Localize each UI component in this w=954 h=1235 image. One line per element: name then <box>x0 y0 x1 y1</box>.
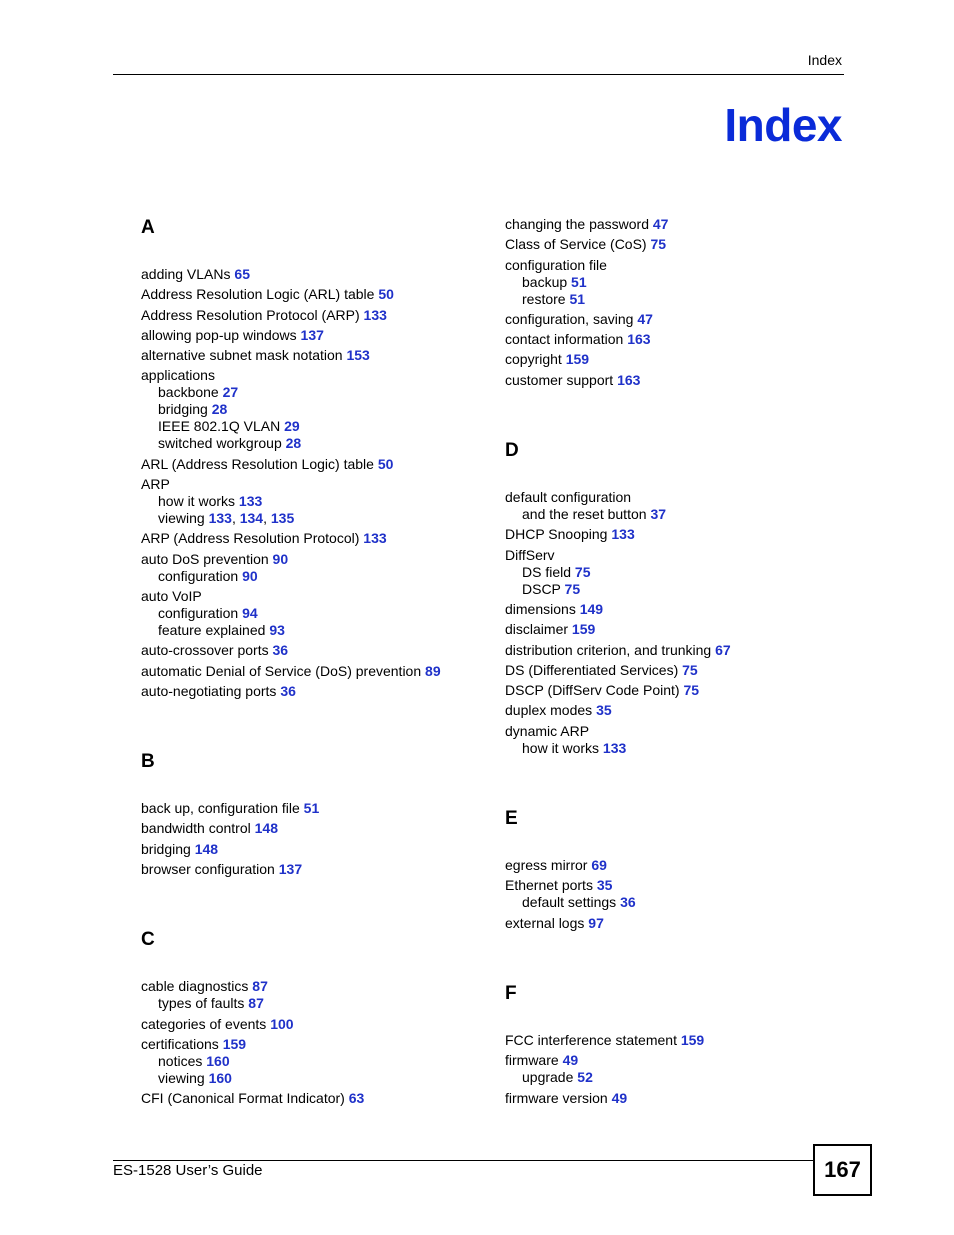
page-link[interactable]: 159 <box>222 1035 247 1052</box>
section-gap <box>505 760 850 807</box>
index-entry-line <box>505 1032 850 1049</box>
index-entry <box>505 682 850 699</box>
index-term: firmware <box>505 1052 559 1069</box>
section-letter-f: F <box>505 982 517 1004</box>
index-subentry <box>141 622 486 639</box>
index-term: bridging <box>141 840 191 857</box>
index-entry-line <box>505 236 850 253</box>
index-entry-line <box>141 820 486 837</box>
index-entry <box>141 551 486 585</box>
page-link[interactable]: 133 <box>363 530 387 547</box>
index-subentry <box>505 564 850 581</box>
index-entry <box>505 1052 850 1086</box>
index-term: customer support <box>505 371 614 388</box>
section-spacer <box>505 463 850 489</box>
index-entry-line <box>141 327 486 344</box>
index-subentry <box>505 506 850 523</box>
index-entry-line <box>505 311 850 328</box>
index-entry-line <box>505 257 850 274</box>
index-entry <box>141 683 486 700</box>
index-term: CFI (Canonical Format Indicator) <box>141 1090 345 1107</box>
index-term: default configuration <box>505 489 632 506</box>
index-entry <box>141 1036 486 1087</box>
index-term: distribution criterion, and trunking <box>505 641 712 658</box>
index-entry <box>505 1032 850 1049</box>
index-entry <box>505 526 850 543</box>
index-entry-line <box>141 307 486 324</box>
index-entry-line <box>505 1052 850 1069</box>
index-subentry <box>505 1069 850 1086</box>
index-term: Ethernet ports <box>505 877 593 894</box>
index-term: ARL (Address Resolution Logic) table <box>141 455 374 472</box>
page-link[interactable]: 37 <box>650 506 667 523</box>
page-link[interactable]: 35 <box>596 877 613 894</box>
index-entry-line <box>505 723 850 740</box>
index-subentry <box>505 581 850 598</box>
index-term: allowing pop-up windows <box>141 326 297 343</box>
index-entry <box>505 702 850 719</box>
page-link[interactable]: 153 <box>346 347 370 364</box>
index-entry <box>505 877 850 911</box>
index-term: configuration <box>158 604 239 621</box>
page-link[interactable]: 90 <box>272 550 289 567</box>
index-term: configuration <box>158 567 239 584</box>
section-gap <box>141 703 486 750</box>
index-entry <box>505 351 850 368</box>
index-term: alternative subnet mask notation <box>141 347 343 364</box>
index-entry <box>505 621 850 638</box>
index-entry-line <box>505 877 850 894</box>
index-term: auto VoIP <box>141 587 202 604</box>
page-link[interactable]: 160 <box>206 1052 230 1069</box>
index-entry <box>505 257 850 308</box>
section-spacer <box>141 240 486 266</box>
index-term: adding VLANs <box>141 266 231 282</box>
section-gap <box>141 881 486 928</box>
index-entry-line <box>505 489 850 506</box>
page-link[interactable]: 87 <box>252 978 268 995</box>
index-term: bridging <box>158 401 208 418</box>
index-subentry <box>505 291 850 308</box>
section-gap <box>505 935 850 982</box>
index-term: dimensions <box>505 600 576 617</box>
index-subentry <box>141 418 486 435</box>
section-letter-b: B <box>141 751 155 773</box>
index-term: feature explained <box>158 621 266 638</box>
index-term: how it works <box>522 739 600 756</box>
index-entry-line <box>505 372 850 389</box>
page-link[interactable]: 75 <box>574 563 591 580</box>
index-entry <box>505 311 850 328</box>
page-number-box <box>813 1144 872 1196</box>
index-entry <box>505 1090 850 1107</box>
page-link[interactable]: 51 <box>303 800 320 817</box>
index-entry <box>141 1090 486 1107</box>
index-entry <box>141 456 486 473</box>
page-link[interactable]: 100 <box>270 1015 294 1032</box>
index-subentry <box>141 384 486 401</box>
index-subentry <box>141 605 486 622</box>
index-entry-line <box>141 978 486 995</box>
index-entry-line <box>505 621 850 638</box>
page-link[interactable]: 65 <box>234 266 250 282</box>
running-header: Index <box>807 52 842 68</box>
index-entry <box>141 347 486 364</box>
index-term: auto-crossover ports <box>141 642 269 659</box>
index-entry <box>505 489 850 523</box>
index-entry <box>141 642 486 659</box>
page-link[interactable]: 159 <box>680 1031 705 1048</box>
index-term: DSCP <box>522 580 561 597</box>
page-link[interactable]: 51 <box>571 273 587 290</box>
page-link[interactable]: 50 <box>378 286 394 303</box>
header-rule <box>113 74 844 75</box>
page-link[interactable]: 87 <box>248 995 264 1012</box>
index-subentry <box>141 493 486 510</box>
index-entry <box>141 530 486 547</box>
page-link[interactable]: 47 <box>652 216 669 232</box>
page-link[interactable]: 89 <box>425 662 441 679</box>
page-link[interactable]: 67 <box>715 641 731 658</box>
section-spacer <box>141 774 486 800</box>
page-link[interactable]: 69 <box>591 857 607 874</box>
index-entry-line <box>505 216 850 233</box>
index-term: upgrade <box>522 1069 574 1086</box>
page-link[interactable]: 133 <box>363 306 387 323</box>
page-link[interactable]: 63 <box>348 1090 365 1107</box>
index-entry-line <box>505 915 850 932</box>
page-link[interactable]: 148 <box>194 840 219 857</box>
page-link[interactable]: 36 <box>620 894 636 911</box>
index-entry-line <box>141 800 486 817</box>
index-term: DiffServ <box>505 546 555 563</box>
index-column-right <box>505 216 850 1110</box>
index-entry <box>505 236 850 253</box>
index-entry <box>141 1016 486 1033</box>
index-term: backbone <box>158 384 219 401</box>
page-link[interactable]: 163 <box>627 331 651 348</box>
index-entry <box>505 601 850 618</box>
index-term: contact information <box>505 331 624 348</box>
page-link[interactable]: 159 <box>565 351 590 368</box>
page-link[interactable]: 133 <box>238 493 263 510</box>
index-term: certifications <box>141 1035 219 1052</box>
index-term: disclaimer <box>505 621 569 638</box>
page-link[interactable]: 137 <box>300 326 324 343</box>
index-entry <box>505 915 850 932</box>
index-entry-line <box>141 588 486 605</box>
index-term: backup <box>522 273 568 290</box>
index-entry-line <box>505 547 850 564</box>
index-entry <box>505 857 850 874</box>
index-term: copyright <box>505 351 562 368</box>
index-term: duplex modes <box>505 702 593 719</box>
footer-guide-title: ES-1528 User’s Guide <box>113 1162 263 1179</box>
index-entry-line <box>505 857 850 874</box>
page-link[interactable]: 51 <box>569 290 586 307</box>
page-link[interactable]: 133 <box>208 510 232 527</box>
page-link[interactable]: 137 <box>278 861 303 878</box>
index-entry-line <box>141 861 486 878</box>
page-link[interactable]: 90 <box>242 567 258 584</box>
footer-rule <box>113 1160 813 1161</box>
index-entry-line <box>505 662 850 679</box>
index-term: categories of events <box>141 1015 267 1032</box>
index-term: ARP <box>141 476 170 493</box>
index-subentry <box>141 510 486 527</box>
index-entry <box>141 367 486 452</box>
index-term: FCC interference statement <box>505 1031 677 1048</box>
index-entry <box>505 662 850 679</box>
index-entry-line <box>141 1090 486 1107</box>
index-entry-line <box>141 1036 486 1053</box>
page-title: Index <box>724 99 842 151</box>
index-entry-line <box>505 526 850 543</box>
index-column-left <box>141 216 486 1111</box>
index-subentry <box>141 1070 486 1087</box>
page-link[interactable]: 52 <box>577 1069 593 1086</box>
index-entry <box>141 978 486 1012</box>
index-entry-line <box>141 642 486 659</box>
section-letter-d: D <box>505 440 519 462</box>
index-entry <box>141 307 486 324</box>
page-link[interactable]: 94 <box>242 604 258 621</box>
index-term: applications <box>141 367 215 384</box>
index-entry <box>505 372 850 389</box>
index-entry <box>505 216 850 233</box>
index-entry <box>505 723 850 757</box>
index-entry-line <box>141 476 486 493</box>
page-link[interactable]: 75 <box>682 661 698 678</box>
index-term: browser configuration <box>141 861 275 878</box>
index-entry <box>141 841 486 858</box>
page-link[interactable]: 49 <box>611 1089 628 1106</box>
page-link[interactable]: 160 <box>208 1069 232 1086</box>
page-link[interactable]: 148 <box>254 820 278 837</box>
section-gap <box>505 392 850 439</box>
index-subentry <box>505 274 850 291</box>
page-separator: , <box>263 510 271 527</box>
index-entry-line <box>141 663 486 680</box>
index-term: DSCP (DiffServ Code Point) <box>505 682 680 699</box>
index-term: restore <box>522 290 566 307</box>
index-term: Address Resolution Protocol (ARP) <box>141 306 360 323</box>
page-link[interactable]: 75 <box>683 682 700 699</box>
index-entry-line <box>141 367 486 384</box>
section-spacer <box>505 1006 850 1032</box>
index-entry <box>141 820 486 837</box>
index-term: external logs <box>505 914 585 931</box>
index-entry <box>505 331 850 348</box>
index-entry <box>141 476 486 527</box>
index-entry-line <box>505 642 850 659</box>
index-term: DS (Differentiated Services) <box>505 661 679 678</box>
page-link[interactable]: 75 <box>650 236 667 253</box>
index-term: dynamic ARP <box>505 722 590 739</box>
index-entry <box>505 642 850 659</box>
index-subentry <box>141 435 486 452</box>
page-link[interactable]: 93 <box>269 621 285 638</box>
section-letter-e: E <box>505 808 518 830</box>
index-term: viewing <box>158 510 205 527</box>
index-entry-line <box>505 601 850 618</box>
index-term: configuration file <box>505 256 607 273</box>
index-entry-line <box>505 351 850 368</box>
index-entry <box>505 547 850 598</box>
index-entry <box>141 800 486 817</box>
index-term: how it works <box>158 493 236 510</box>
page-link[interactable]: 47 <box>637 310 653 327</box>
index-term: notices <box>158 1052 203 1069</box>
index-term: bandwidth control <box>141 820 251 837</box>
section-letter-c: C <box>141 929 155 951</box>
page-link[interactable]: 27 <box>222 384 239 401</box>
page-link[interactable]: 134 <box>239 510 264 527</box>
index-term: auto DoS prevention <box>141 550 269 567</box>
page-link[interactable]: 49 <box>562 1052 579 1069</box>
index-entry-line <box>141 266 486 283</box>
page-link[interactable]: 36 <box>280 682 296 699</box>
page-link[interactable]: 133 <box>611 526 635 543</box>
index-entry-line <box>141 456 486 473</box>
index-term: auto-negotiating ports <box>141 682 277 699</box>
index-term: back up, configuration file <box>141 800 300 817</box>
index-term: IEEE 802.1Q VLAN <box>158 418 281 435</box>
index-term: DHCP Snooping <box>505 526 608 543</box>
index-entry <box>141 663 486 680</box>
index-entry-line <box>505 702 850 719</box>
index-term: configuration, saving <box>505 310 634 327</box>
section-spacer <box>141 952 486 978</box>
index-entry-line <box>141 530 486 547</box>
index-entry-line <box>141 286 486 303</box>
index-subentry <box>141 995 486 1012</box>
page-link[interactable]: 133 <box>602 739 627 756</box>
index-term: firmware version <box>505 1089 608 1106</box>
index-subentry <box>141 568 486 585</box>
page-link[interactable]: 75 <box>564 580 581 597</box>
page-link[interactable]: 97 <box>588 914 604 931</box>
page-link[interactable]: 35 <box>596 702 612 719</box>
index-subentry <box>505 894 850 911</box>
index-subentry <box>141 1053 486 1070</box>
index-term: ARP (Address Resolution Protocol) <box>141 530 360 547</box>
page-number: 167 <box>824 1157 861 1182</box>
index-entry <box>141 588 486 639</box>
index-entry <box>141 861 486 878</box>
index-entry-line <box>505 331 850 348</box>
index-term: default settings <box>522 894 617 911</box>
page-link[interactable]: 50 <box>377 455 394 472</box>
index-subentry <box>141 401 486 418</box>
index-term: changing the password <box>505 216 649 232</box>
index-entry <box>141 286 486 303</box>
index-entry <box>141 327 486 344</box>
page-link[interactable]: 149 <box>579 600 604 617</box>
index-term: switched workgroup <box>158 435 282 452</box>
index-term: and the reset button <box>522 506 647 523</box>
page-link[interactable]: 28 <box>211 401 228 418</box>
page-link[interactable]: 163 <box>617 371 641 388</box>
page-separator: , <box>231 510 240 527</box>
section-spacer <box>505 831 850 857</box>
index-term: Class of Service (CoS) <box>505 236 647 253</box>
index-term: egress mirror <box>505 857 588 874</box>
index-entry-line <box>141 347 486 364</box>
page-link[interactable]: 36 <box>272 642 289 659</box>
index-term: DS field <box>522 563 572 580</box>
index-term: viewing <box>158 1069 205 1086</box>
page-link[interactable]: 159 <box>571 621 596 638</box>
page-link[interactable]: 29 <box>284 418 300 435</box>
index-term: automatic Denial of Service (DoS) prevention <box>141 662 422 679</box>
index-entry <box>141 266 486 283</box>
section-letter-a: A <box>141 217 155 238</box>
index-term: cable diagnostics <box>141 978 249 995</box>
index-entry-line <box>141 841 486 858</box>
index-entry-line <box>505 682 850 699</box>
page-link[interactable]: 135 <box>270 510 295 527</box>
index-term: Address Resolution Logic (ARL) table <box>141 286 375 303</box>
index-subentry <box>505 740 850 757</box>
index-entry-line <box>141 683 486 700</box>
index-entry-line <box>141 1016 486 1033</box>
index-term: types of faults <box>158 995 245 1012</box>
index-entry-line <box>505 1090 850 1107</box>
page-link[interactable]: 28 <box>285 435 302 452</box>
index-entry-line <box>141 551 486 568</box>
